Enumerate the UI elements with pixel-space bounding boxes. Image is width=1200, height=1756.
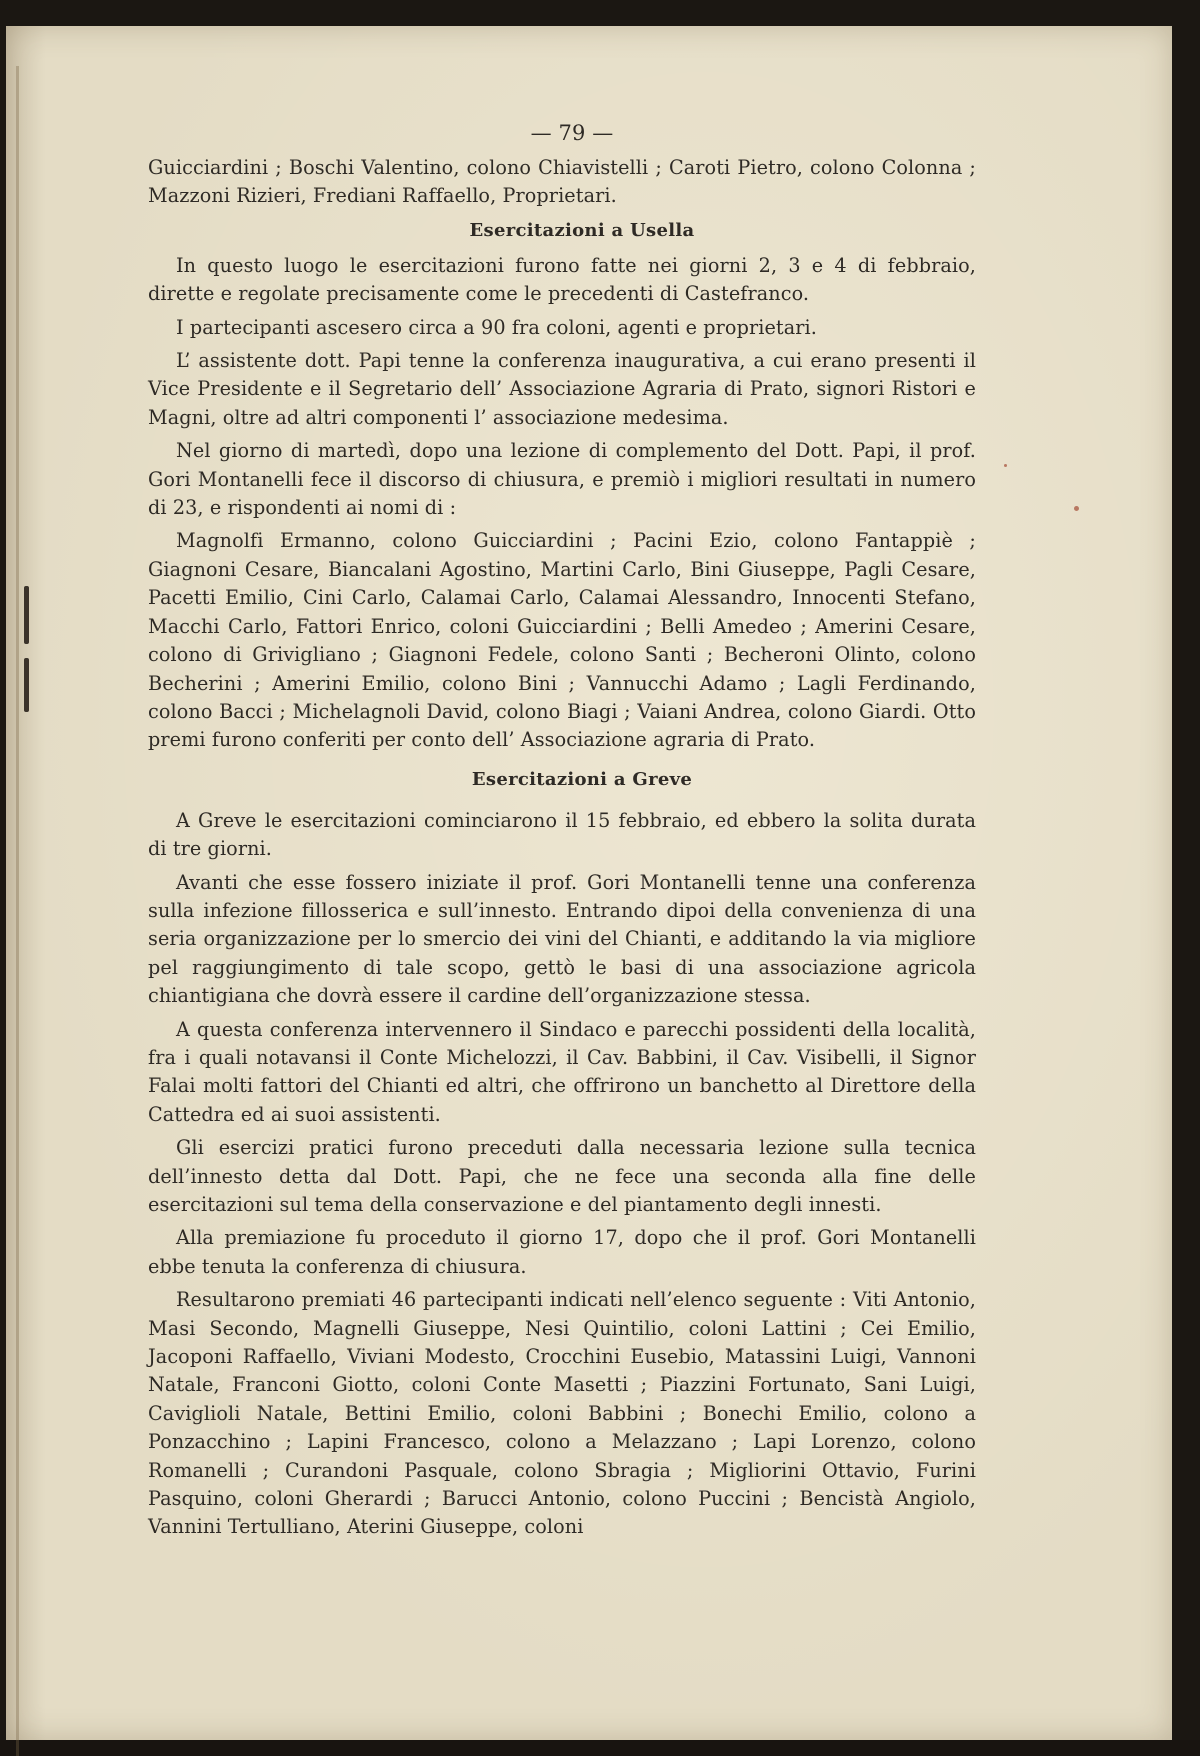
section-heading: Esercitazioni a Greve xyxy=(471,768,693,790)
paragraph: Magnolfi Ermanno, colono Guicciardini ; Pacini Ezio, colono Fantappiè ; Giagnoni Cesare, Biancalani Agostino, Martini Carlo, Bini Giuseppe, Pagli Cesare, Pacetti Emilio, Cini Carlo, Calamai Carlo, Calamai Alessandro, Innocenti Stefano, Macchi Carlo, Fattori Enrico, coloni Guicciardini ; Belli Amedeo ; Amerini Cesare, colono di Grivigliano ; Giagnoni Fedele, colono Santi ; Becheroni Olinto, colono Becherini ; Amerini Emilio, colono Bini ; Vannucchi Adamo ; Lagli Ferdinando, colono Bacci ; Michelagnoli David, colono Biagi ; Vaiani Andrea, colono Giardi. Otto premi furono conferiti per conto dell’ Associazione agraria di Prato. xyxy=(148,529,976,752)
paragraph: Guicciardini ; Boschi Valentino, colono Chiavistelli ; Caroti Pietro, colono Colonna ; Mazzoni Rizieri, Frediani Raffaello, Proprietari. xyxy=(148,156,976,208)
paper-speck xyxy=(1004,464,1007,467)
paragraph: I partecipanti ascesero circa a 90 fra coloni, agenti e proprietari. xyxy=(176,315,817,339)
margin-ink-mark xyxy=(24,586,29,644)
paragraph: Avanti che esse fossero iniziate il prof. Gori Montanelli tenne una conferenza sulla infezione fillosserica e sull’innesto. Entrando dipoi della convenienza di una seria organizzazione per lo smercio dei vini del Chianti, e additando la via migliore pel raggiungimento di tale scopo, gettò le basi di una associazione agricola chiantigiana che dovrà essere il cardine dell’organizzazione stessa. xyxy=(148,870,976,1008)
page-text xyxy=(148,114,976,1547)
paragraph: Nel giorno di martedì, dopo una lezione di complemento del Dott. Papi, il prof. Gori Montanelli fece il discorso di chiusura, e premiò i migliori resultati in numero di 23, e rispondenti ai nomi di : xyxy=(148,439,976,520)
page-number: — 79 — xyxy=(530,121,614,145)
paragraph: Resultarono premiati 46 partecipanti indicati nell’elenco seguente : Viti Antonio, Masi Secondo, Magnelli Giuseppe, Nesi Quintilio, coloni Lattini ; Cei Emilio, Jacoponi Raffaello, Viviani Modesto, Crocchini Eusebio, Matassini Luigi, Vannoni Natale, Franconi Giotto, coloni Conte Masetti ; Piazzini Fortunato, Sani Luigi, Caviglioli Natale, Bettini Emilio, coloni Babbini ; Bonechi Emilio, colono a Ponzacchino ; Lapini Francesco, colono a Melazzano ; Lapi Lorenzo, colono Romanelli ; Curandoni Pasquale, colono Sbragia ; Migliorini Ottavio, Furini Pasquino, coloni Gherardi ; Barucci Antonio, colono Puccini ; Bencistà Angiolo, Vannini Tertulliano, Aterini Giuseppe, coloni xyxy=(148,1288,976,1539)
margin-ink-mark xyxy=(24,658,29,712)
paper-speck xyxy=(1074,506,1079,511)
section-heading: Esercitazioni a Usella xyxy=(469,219,695,241)
paragraph: Gli esercizi pratici furono preceduti dalla necessaria lezione sulla tecnica dell’innesto detta dal Dott. Papi, che ne fece una seconda alla fine delle esercitazioni sul tema della conservazione e del piantamento degli innesti. xyxy=(148,1136,976,1216)
paragraph: A questa conferenza intervennero il Sindaco e parecchi possidenti della località, fra i quali notavansi il Conte Michelozzi, il Cav. Babbini, il Cav. Visibelli, il Signor Falai molti fattori del Chianti ed altri, che offrirono un banchetto al Direttore della Cattedra ed ai suoi assistenti. xyxy=(148,1017,976,1126)
paragraph: In questo luogo le esercitazioni furono fatte nei giorni 2, 3 e 4 di febbraio, dirette e regolate precisamente come le precedenti di Castefranco. xyxy=(148,253,976,306)
paragraph: L’ assistente dott. Papi tenne la conferenza inaugurativa, a cui erano presenti il Vice Presidente e il Segretario dell’ Associazione Agraria di Prato, signori Ristori e Magni, oltre ad altri componenti l’ associazione medesima. xyxy=(148,349,976,429)
paragraph: Alla premiazione fu proceduto il giorno 17, dopo che il prof. Gori Montanelli ebbe tenuta la conferenza di chiusura. xyxy=(148,1226,976,1278)
paragraph: A Greve le esercitazioni cominciarono il 15 febbraio, ed ebbero la solita durata di tre giorni. xyxy=(148,808,976,861)
page-spine-shadow xyxy=(16,66,19,1756)
